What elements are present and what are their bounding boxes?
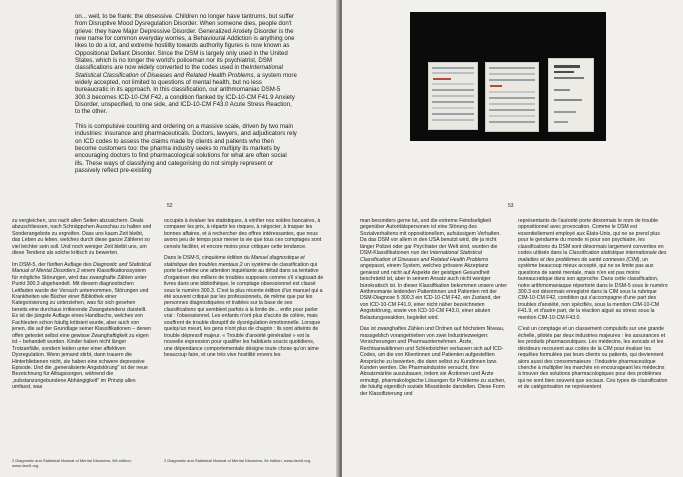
german-column-right: [360, 218, 508, 397]
german-right-title: International Statistical Classification of Diseases and Related Health Problems: [360, 250, 489, 263]
german-right-text-c: angepasst, einem System, welches grössere Akzeptanz geniesst und nicht auf Aspekte der geistigen Gesundheit beschränkt ist, aber in seinem Ansatz auch nicht weniger bürokratisch ist. In dieser Klassifikation bekommen unsere unter Arithmomanie leidenden Patientinnen und Patienten mit der DSM-Diagnose 5 300.3 ein ICD-10-CM F42, ein Zustand, der von ICD-10-CM F41.9, einer nicht näher bezeichneten Angststörung, sowie von ICD-10-CM F43.0, einer akuten Belastungsreaktion, begleitet wird.: [360, 263, 508, 321]
german-left-paragraph-2: [12, 262, 152, 391]
french-left-paragraph-1: occupés à évaluer les statistiques, à vérifier nos soldes bancaires, à comparer les prix, à répartir les risques, à négocier, à traquer les bonnes affaires, et à rechercher des offres intéressantes, que nous avons peu de temps pour mener la vie que tous ces comptages sont censés faciliter, et encore moins pour critiquer cette tendance.: [164, 218, 322, 250]
english-column: [75, 13, 297, 174]
german-right-paragraph-1: [360, 218, 508, 321]
french-right-paragraph-1: [518, 218, 668, 321]
medicine-boxes-photo: [410, 12, 606, 141]
english-text-2: , a system more widely accepted, not limited to questions of mental health, but no less bureaucratic in its approach. In this classification, our arithmomaniac DSM-5 300.3 becomes ICD-10-CM F42, a condition flanked by ICD-10-CM F41.9 Anxiety Disorder, unspecified, to one side, and ICD-10-CM F43.0 Acute Stress Reaction, to the other.: [75, 71, 297, 116]
german-left-text-c: ,2 einem Klassifikationssystem für mögliche Störungen, wird das zwanghafte Zählen unter Punkt 300.3 abgehandelt. Mit diesem diagnostischen Leitfaden wurde der Versuch unternommen, Störungen und Krankheiten wie Bücher einer Bibliothek einer Kategorisierung zu unterziehen, was für sich gesehen bereits eine durchaus irritierende Zwangstendenz darstellt. Es ist die jüngste Auflage eines Handbuchs, welches von Fachleuten schon häufig kritisiert wurde, aber auch von jenen, die auf der Grundlage seiner Klassifikationen – denen offen getestet selbst eine gewisse Zwanghaftigkeit zu eigen ist – behandelt wurden. Kinder haben nicht länger Trotzanfälle, sondern leiden unter einer affektiven Dysregulation. Wenn jemand stirbt, dann trauern die Hinterbliebenen nicht, sie haben eine schwere depressive Episode. Und die „generalisierte Angststörung" ist der neue Bezeichnung für Alltagssorgen, während die „substanzungebundene Abhängigkeit" im Prinzip alles umfasst, was: [12, 268, 152, 391]
page-number-right: 53: [508, 203, 514, 209]
french-column-left: [164, 218, 324, 359]
english-paragraph-2: This is compulsive counting and ordering on a massive scale, driven by two main industries: insurance and pharmaceuticals. Doctors, lawyers, and adjudicators rely on ICD codes to assess the claims made by clients and patients who then become customers too: the pharma industry seeks to multiply its markets by encouraging doctors to find pharmacological solutions for what are often social ills. These ways of classifying and categorising do not simply represent or passively reflect pre-existing: [75, 122, 297, 174]
french-left-paragraph-2: [164, 255, 324, 358]
german-right-text-a: man besonders gerne tut, und die extreme Feindseligkeit gegenüber Autoritätspersonen ist eine Störung des Sozialverhaltens mit oppositionellem, aufsässigem Verhalten. Da das DSM vor allem in den USA benutzt wird, die ja nicht länger Polizei oder gar Psychiater der Welt sind, wurden die DSM-Klassifikationen nun der: [360, 218, 501, 257]
french-right-text-a: représentants de l'autorité porte désormais le nom de trouble oppositionnel avec provocation. Comme le DSM est essentiellement employé aux États-Unis, qui ne se prend plus pour le gendarme du monde ni pour son psychiatre, les classifications du DSM sont désormais largement converties en codes utilisés dans la: [518, 218, 664, 257]
medicine-box-middle: [485, 62, 539, 132]
french-left-title: Manuel diagnostique et statistique des troubles mentaux: [164, 255, 305, 268]
english-text-1: on... well, to be frank: the obsessive. Children no longer have tantrums, but suffer from Disruptive Mood Dysregulation Disorder. When someone dies, people don't grieve: they have Major Depressive Disorder. Generalized Anxiety Disorder is the new name for common everyday worries, a Behavioural Addiction is anything one likes to do a lot, and extreme hostility towards authority figures is now known as Oppositional Defiant Disorder. Since the DSM is largely only used in the United States, which is no longer the world's policeman nor its psychiatrist, DSM classifications are now widely converted to the codes used in the: [75, 13, 295, 72]
german-left-text-a: Im DSM-5, der fünften Auflage des: [12, 261, 94, 268]
french-right-text-c: , un système beaucoup mieux accepté, qui ne se limite pas aux questions de santé mentale, mais n'en est pas moins bureaucratique dans son approche. Dans cette classification, notre arithmomaniaque répertorié dans le DSM-5 sous le numéro 300.3 est désormais enregistré dans la CIM sous la rubrique CIM-10-CM F42, condition qui s'accompagne d'une part des troubles d'anxiété, non spécifiés, sous la mention CIM-10-CM F41.9, et d'autre part, de la réaction aiguë au stress sous la mention CIM-10-CM F43.0.: [518, 256, 668, 321]
french-right-title: Classification statistique internationale des maladies et des problèmes de santé connexes (CIM): [518, 250, 667, 263]
german-right-paragraph-2: Das ist zwanghaftes Zählen und Ordnen auf höchstem Niveau, massgeblich vorangetrieben von zwei Industriezweigen: Versicherungen und Pharmaunternehmen. Ärzte, Rechtsanwältinnen und Schiedsrichter verlassen sich auf ICD-Codes, um die von Klientinnen und Patienten aufgestellten Ansprüche zu bewerten, die dann selbst zu Kundinnen bzw. Kunden werden. Die Pharmaindustrie versucht, ihre Absatzmärkte auszubauen, indem sie Ärztinnen und Ärzte ermutigt, pharmakologische Lösungen für Probleme zu suchen, die häufig eigentlich soziale Missstände darstellen. Diese Form der Klassifizierung und: [360, 326, 506, 397]
french-left-footnote: 2 Diagnostic and Statistical Manual of Mental Disorders, 5e édition, www.dsm5.org.: [164, 458, 312, 463]
french-left-text-a: Dans le DSM-5, cinquième édition du: [164, 255, 252, 262]
german-left-paragraph-1: zu vergleichen, uns nach allen Seiten abzusichern. Deals abzuschliessen, nach Schnäppchen Ausschau zu halten und Sonderangebote zu ergreifen. Dass uns kaum Zeit bleibt, das Leben zu leben, welches durch diese ganze Zählerei so viel leichter sein soll. Und noch weniger Zeit bleibt uns, um diese Tendenz als solche kritisch zu bewerten.: [12, 218, 152, 257]
left-page: [0, 0, 338, 477]
german-left-title: Diagnostic and Statistical Manual of Mental Disorders: [12, 261, 151, 275]
page-number-left: 52: [167, 203, 173, 209]
medicine-box-left: [428, 62, 478, 130]
german-column-left: [12, 218, 152, 391]
french-column-right: [518, 218, 668, 391]
english-title-italic: International Statistical Classification of Diseases and Related Health Problems: [75, 64, 283, 79]
french-right-paragraph-2: C'est un comptage et un classement compulsifs sur une grande échelle, pilotés par deux industries majeures : les assurances et les produits pharmaceutiques. Les médecins, les avocats et les décideurs recourent aux codes de la CIM pour évaluer les requêtes formulées par leurs clients ou patients, qui deviennent alors aussi des consommateurs : l'industrie pharmaceutique cherche à multiplier les marchés en encourageant les médecins à trouver des solutions pharmacologiques pour des problèmes qui ne sont bien souvent que sociaux. Ces types de classification et de catégorisation ne représentent: [518, 326, 668, 391]
english-paragraph-1: [75, 13, 297, 116]
medicine-box-right: [548, 58, 594, 132]
german-left-footnote: 2 Diagnostic and Statistical Manual of Mental Disorders, 5th edition, www.dsm5.org.: [12, 458, 132, 468]
french-left-text-c: ,2 un système de classification qui porte lui-même une attention inquiétante au détail dans sa tentative d'organiser des milliers de troubles supposés comme s'il s'agissait de livres dans une bibliothèque, le comptage obsessionnel est classé sous le numéro 300.3. C'est la plus récente édition d'un manuel qui a été souvent critiqué par les professionnels, de même que par les personnes diagnostiquées et traitées sur la base de ses classifications qui semblent parfois à la limite de... enfin pour parler vrai : l'obsessionnel. Les enfants n'ont plus d'accès de colère, mais souffrent de trouble disruptif de dysrégulation émotionnelle. Lorsque quelqu'un meurt, les gens n'ont plus de chagrin : ils sont atteints de trouble dépressif majeur. « Trouble d'anxiété généralisé » est la nouvelle expression pour qualifier les habituels soucis quotidiens, une dépendance comportementale désigne toute chose qu'on aime beaucoup faire, et une très vive hostilité envers les: [164, 261, 324, 359]
